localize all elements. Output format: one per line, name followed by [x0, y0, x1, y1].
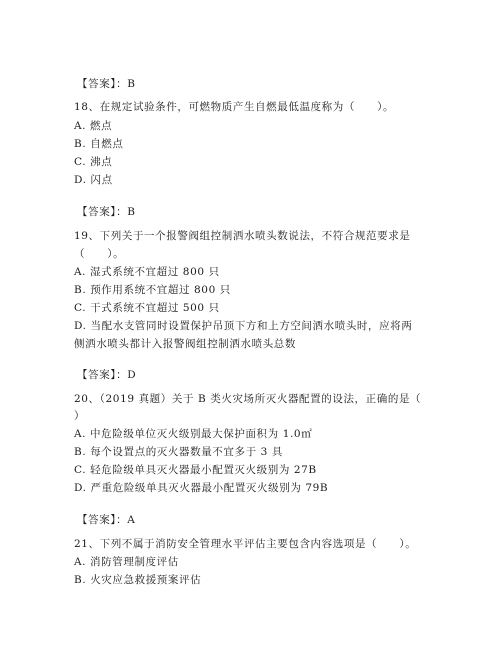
- question-18-option-d: D. 闪点: [74, 174, 113, 186]
- question-19-stem: 19、下列关于一个报警阀组控制洒水喷头数说法，不符合规范要求是: [74, 230, 411, 242]
- question-19-option-b: B. 预作用系统不宜超过 800 只: [74, 284, 231, 296]
- question-19-option-d-continued: 侧洒水喷头都计入报警阀组控制洒水喷头总数: [74, 338, 296, 350]
- question-20-option-a: A. 中危险级单位灭火级别最大保护面积为 1.0㎡: [74, 428, 313, 440]
- question-18-stem: 18、在规定试验条件，可燃物质产生自燃最低温度称为（ ）。: [74, 101, 395, 113]
- question-18-option-c: C. 沸点: [74, 156, 113, 168]
- question-18-option-a: A. 燃点: [74, 120, 113, 132]
- question-21-option-a: A. 消防管理制度评估: [74, 556, 179, 568]
- answer-label: 【答案】：A: [77, 514, 136, 526]
- question-18-option-b: B. 自燃点: [74, 138, 124, 150]
- question-21-option-b: B. 火灾应急救援预案评估: [74, 574, 202, 586]
- question-20-stem: 20、（2019 真题）关于 B 类火灾场所灭火器配置的设法，正确的是（: [74, 393, 422, 405]
- question-20-option-d: D. 严重危险级单具灭火器最小配置灭火级别为 79B: [74, 482, 329, 494]
- question-20-stem-continued: ）: [74, 410, 86, 422]
- question-21-stem: 21、下列不属于消防安全管理水平评估主要包含内容选项是（ ）。: [74, 538, 417, 550]
- question-19-option-d: D. 当配水支管同时设置保护吊顶下方和上方空间洒水喷头时，应将两: [74, 320, 413, 332]
- answer-label: 【答案】：B: [77, 78, 136, 90]
- question-20-option-b: B. 每个设置点的灭火器数量不宜多于 3 具: [74, 446, 283, 458]
- question-19-option-a: A. 湿式系统不宜超过 800 只: [74, 266, 220, 278]
- question-20-option-c: C. 轻危险级单具灭火器最小配置灭火级别为 27B: [74, 464, 317, 476]
- answer-label: 【答案】：D: [77, 369, 137, 381]
- question-19-option-c: C. 干式系统不宜超过 500 只: [74, 302, 220, 314]
- answer-label: 【答案】：B: [77, 206, 136, 218]
- question-19-stem-continued: （ ）。: [74, 248, 125, 260]
